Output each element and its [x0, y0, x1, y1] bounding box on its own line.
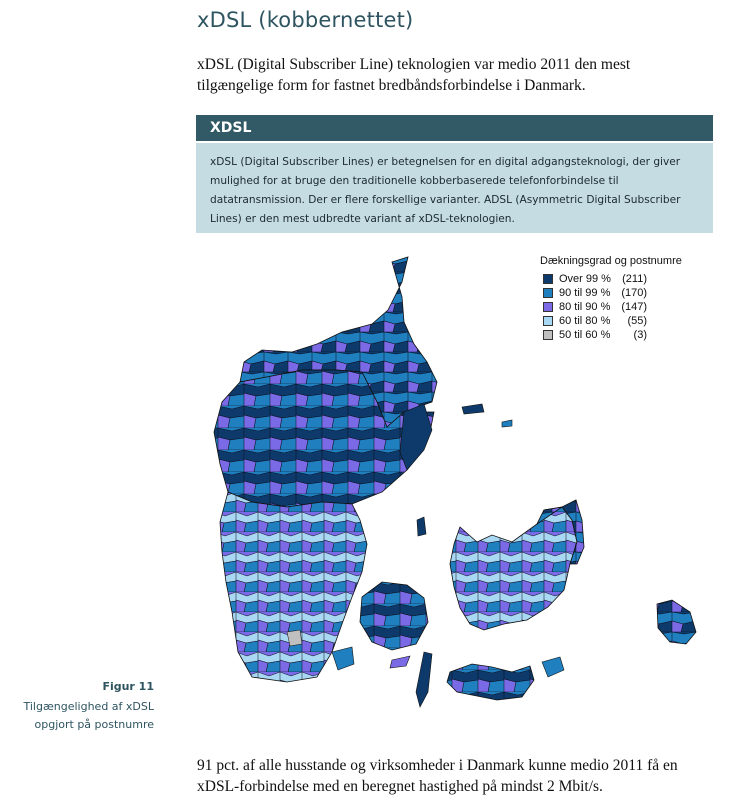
legend-row — [540, 286, 710, 300]
region-zealand — [450, 507, 577, 630]
legend-label: Over 99 % — [559, 273, 611, 285]
legend-row — [540, 272, 710, 286]
infobox-body: xDSL (Digital Subscriber Lines) er betegnelsen for en digital adgangsteknologi, der giver mulighed for at bruge den traditionelle kobberbaserede telefonforbindelse til datatransmission. Der er flere forskellige varianter. ADSL (Asymmetric Digital Subscriber Lines) er den mest udbredte variant af xDSL-teknologien. — [196, 143, 713, 233]
legend-label: 50 til 60 % — [559, 329, 611, 341]
region-langeland — [416, 652, 432, 707]
legend-swatch — [543, 330, 553, 340]
infobox-heading: XDSL — [196, 115, 713, 141]
legend-count: (211) — [622, 273, 647, 285]
legend-count: (55) — [627, 315, 647, 327]
legend-row — [540, 300, 710, 314]
legend-label: 90 til 99 % — [559, 287, 611, 299]
legend-count: (147) — [621, 301, 647, 313]
legend-label: 80 til 90 % — [559, 301, 611, 313]
legend-row — [540, 328, 710, 342]
outro-paragraph: 91 pct. af alle husstande og virksomheder i Danmark kunne medio 2011 få en xDSL-forbindelse med en beregnet hastighed på mindst 2 Mbit/s. — [197, 757, 678, 795]
legend-swatch — [543, 316, 553, 326]
region-bornholm — [657, 600, 696, 644]
section-title: xDSL (kobbernettet) — [197, 8, 414, 32]
legend-swatch — [543, 302, 553, 312]
region-laesoe — [462, 404, 484, 414]
region-moen — [542, 657, 564, 677]
figure-number: Figur 11 — [102, 680, 154, 693]
region-djursland — [400, 404, 432, 470]
legend-title: Dækningsgrad og postnumre — [540, 255, 682, 267]
region-lolland — [447, 664, 534, 700]
region-aero — [390, 656, 410, 668]
map-legend — [540, 255, 710, 342]
region-funen — [360, 582, 428, 650]
grey-area — [287, 630, 302, 646]
intro-paragraph: xDSL (Digital Subscriber Line) teknologien var medio 2011 den mest tilgængelige form for fastnet bredbåndsforbindelse i Danmark. — [197, 56, 631, 94]
legend-label: 60 til 80 % — [559, 315, 611, 327]
region-als — [332, 647, 354, 670]
legend-swatch — [543, 274, 553, 284]
legend-count: (170) — [621, 287, 647, 299]
legend-count: (3) — [633, 329, 647, 341]
region-samsoe — [417, 517, 426, 536]
legend-row — [540, 314, 710, 328]
figure-caption: Tilgængelighed af xDSL opgjort på postnumre — [23, 700, 154, 731]
legend-swatch — [543, 288, 553, 298]
region-anholt — [502, 420, 512, 427]
